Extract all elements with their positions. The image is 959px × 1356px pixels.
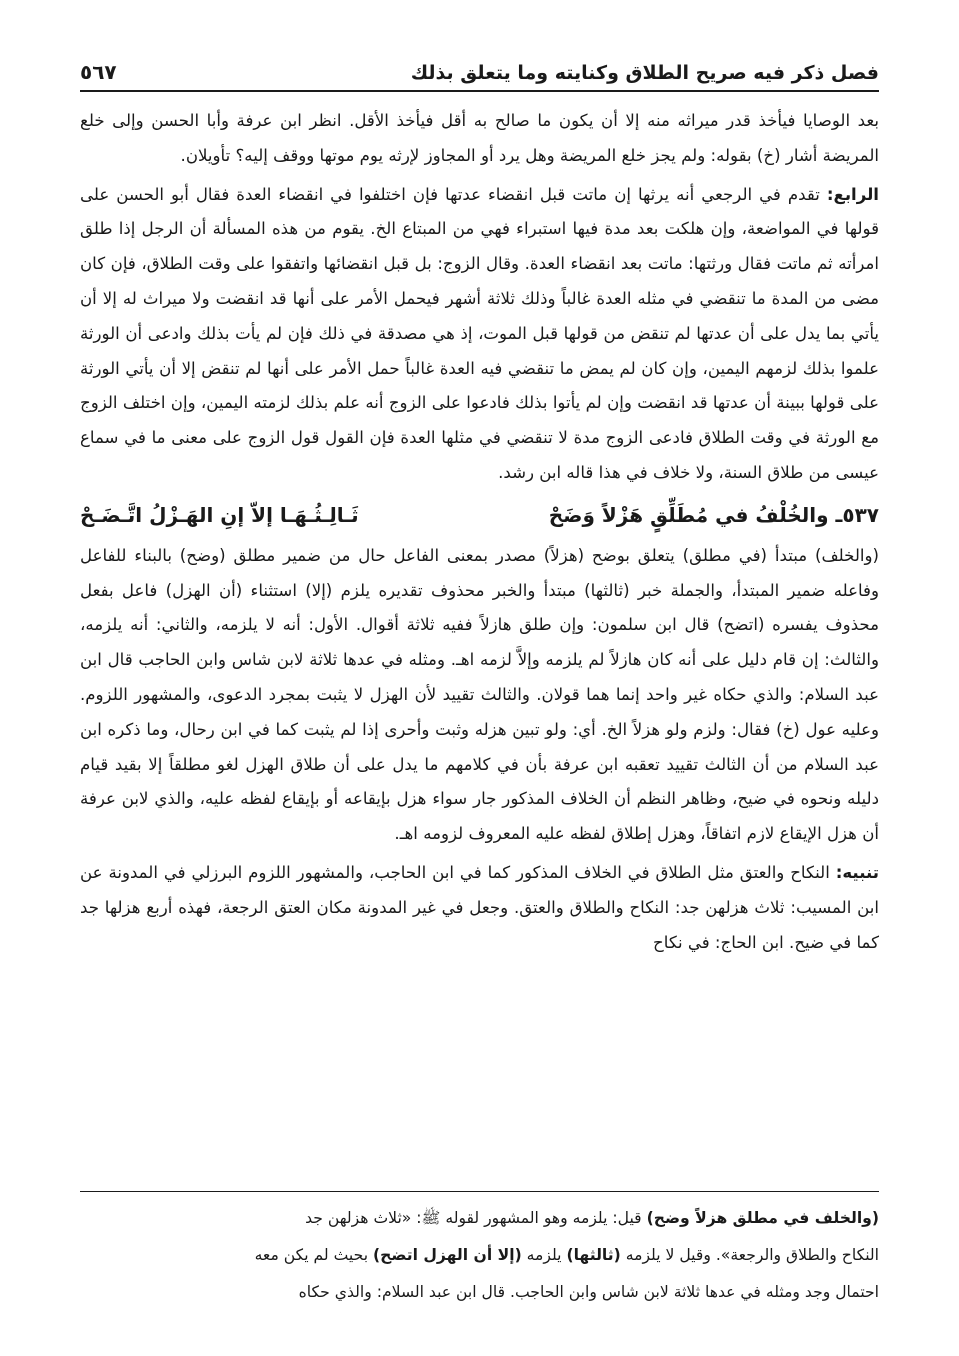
- footnote-divider: [80, 1191, 879, 1192]
- paragraph-2-lead: الرابع:: [826, 184, 879, 204]
- page-header: [80, 40, 879, 92]
- paragraph-3-text: (والخلف) مبتدأ (في مطلق) يتعلق بوضح (هزلاً) مصدر بمعنى الفاعل حال من ضمير مطلق (وضح) بالبناء للفاعل وفاعله ضمير المبتدأ، والجملة خبر (ثالثها) مبتدأ والخبر محذوف تقديره يلزم (إلا) استثناء (أن الهزل) فاعل بفعل محذوف يفسره (اتضح) قال ابن سلمون: وإن طلق هازلاً ففيه ثلاثة أقوال. الأول: أنه لا يلزمه، والثاني: أنه يلزمه، والثالث: إن قام دليل على أنه كان هازلاً لم يلزمه وإلاَّ لزمه اهـ. ومثله في عدها ثلاثة لابن شاس وابن الحاجب قال ابن عبد السلام: والذي حكاه غير واحد إنما هما قولان. والثالث تقييد لأن الهزل لا يثبت بمجرد الدعوى، والمشهور اللزوم. وعليه عول (خ) فقال: ولزم ولو هزلاً الخ. أي: ولو تبين هزله وثبت وأحرى إذا لم يثبت كما في ابن رحال، وما ذكره ابن عبد السلام من أن الثالث تقييد تعقبه ابن عرفة بأن في كلامهم ما يدل على أن طلاق الهزل لغو مطلقاً إلا بقيد قيام دليله ونحوه في ضيح، وظاهر النظم أن الخلاف المذكور جار سواء هزل بإيقاعه أو بإيقاع لفظه عليه، والذي لابن عرفة أن هزل الإيقاع لازم اتفاقاً، وهزل إطلاق لفظه عليه المعروف لزومه اهـ.: [80, 545, 879, 844]
- footnote-lead: (والخلف في مطلق هزلاً وضح): [646, 1209, 879, 1227]
- paragraph-1: [80, 104, 879, 174]
- running-title: فصل ذكر فيه صريح الطلاق وكنايته وما يتعلق بذلك: [410, 62, 879, 84]
- footnote-line-2: [80, 1237, 879, 1274]
- footnote-line-2-text-b: يلزمه: [521, 1246, 567, 1264]
- footnote-line-1: [80, 1200, 879, 1237]
- paragraph-4-text: النكاح والعتق مثل الطلاق في الخلاف المذكور كما في ابن الحاجب، والمشهور اللزوم البرزلي في المدونة عن ابن المسيب: ثلاث هزلهن جد: النكاح والطلاق والعتق. وجعل في غير المدونة مكان العتق الرجعة، فهذه أربع هزلها جد كما في ضيح. ابن الحاج: في نكاح: [80, 862, 879, 952]
- paragraph-4: [80, 856, 879, 960]
- verse-line: [80, 495, 879, 535]
- footnote-line-1-text: قيل: يلزمه وهو المشهور لقوله ﷺ: «ثلاث هزلهن جد: [305, 1209, 647, 1227]
- verse-first-hemistich: ٥٣٧ـ والخُلْفُ في مُطَلِّقٍ هَزْلاً وَضَحْ: [548, 502, 879, 527]
- footnote-line-3: احتمال وجد ومثله في عدها ثلاثة لابن شاس وابن الحاجب. قال ابن عبد السلام: والذي حكاه: [298, 1283, 879, 1301]
- footnote: [80, 1200, 879, 1311]
- paragraph-2-text: تقدم في الرجعي أنه يرثها إن ماتت قبل انقضاء عدتها فإن اختلفوا في انقضاء العدة فقال أبو الحسن على قولها في المواضعة، وإن هلكت بعد مدة فيها استبراء فهي من المبتاع الخ. يقوم من هذه المسألة أن الرجل إذا طلق امرأته ثم ماتت فقال ورثتها: ماتت بعد انقضاء العدة. وقال الزوج: بل قبل انقضائها واتفقوا على وقت الطلاق، فإن كان مضى من المدة ما تنقضي في مثله العدة غالباً وذلك ثلاثة أشهر فيحمل الأمر على أنها قد انقضت ولا ميراث له إلا أن يأتي بما يدل على أن عدتها لم تنقض من قولها قبل الموت، إذ هي مصدقة في ذلك فإن لم يأت بذلك وادعى أن الورثة علموا بذلك لزمهم اليمين، وإن كان لم يمض ما تنقضي فيه العدة غالباً حمل الأمر على أنها لم تنقض إلا أن يأتي الورثة على قولها ببينة أن عدتها قد انقضت وإن لم يأتوا بذلك فادعوا على الزوج أنه علم بذلك لزمته اليمين، وإن اختلف الزوج مع الورثة في وقت الطلاق فادعى الزوج مدة لا تنقضي في مثلها العدة فإن القول قول الزوج على معنى ما في سماع عيسى من طلاق السنة، ولا خلاف في هذا قاله ابن رشد.: [80, 184, 879, 482]
- verse-second-hemistich: ثَـالِـثُـهَـا إلاّ إنِ الهَـزْلُ اتَّـضَـحْ: [80, 502, 359, 527]
- footnote-line-2-text-c: بحيث لم يكن معه: [254, 1246, 374, 1264]
- paragraph-2: [80, 178, 879, 491]
- page-number: ٥٦٧: [80, 60, 117, 84]
- main-text: [80, 104, 879, 964]
- paragraph-1-text: بعد الوصايا فيأخذ قدر ميراثه منه إلا أن يكون ما صالح به أقل فيأخذ الأقل. انظر ابن عرفة وأبا الحسن وإلى خلع المريضة أشار (خ) بقوله: ولم يجز خلع المريضة وهل يرد أو المجاوز لإرثه يوم موتها ووقف إليه؟ تأويلان.: [80, 111, 879, 165]
- footnote-line-2-text-a: النكاح والطلاق والرجعة». وقيل لا يلزمه: [620, 1246, 879, 1264]
- footnote-line-2-bold-a: (ثالثها): [566, 1246, 621, 1264]
- paragraph-3: [80, 539, 879, 852]
- footnote-line-2-bold-b: (إلا أن الهزل اتضح): [373, 1246, 522, 1264]
- book-page: [80, 0, 879, 1356]
- paragraph-4-lead: تنبيه:: [835, 862, 879, 882]
